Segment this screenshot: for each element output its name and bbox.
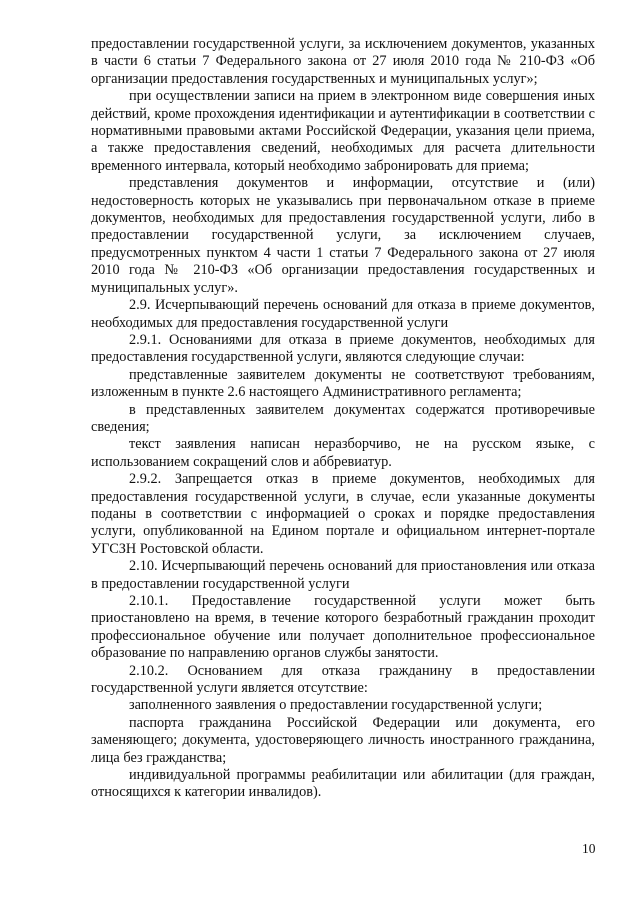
paragraph: заполненного заявления о предоставлении государственной услуги;	[129, 697, 543, 714]
paragraph: текст заявления написан неразборчиво, не на русском языке, с использованием сокращений слов и аббревиатур.	[91, 436, 595, 470]
paragraph: представленные заявителем документы не соответствуют требованиям, изложенным в пункте 2.6 настоящего Административного регламента;	[91, 366, 595, 401]
section-heading: 2.9. Исчерпывающий перечень оснований для отказа в приеме документов, необходимых для предоставления государственной услуги	[91, 297, 595, 331]
paragraph: паспорта гражданина Российской Федерации или документа, его заменяющего; документа, удостоверяющего личность иностранного гражданина, лица без гражданства;	[91, 714, 595, 766]
paragraph: в представленных заявителем документах содержатся противоречивые сведения;	[91, 401, 595, 435]
section-heading: 2.10. Исчерпывающий перечень оснований для приостановления или отказа в предоставлении государственной услуги	[91, 558, 595, 592]
paragraph: представления документов и информации, отсутствие и (или) недостоверность которых не указывались при первоначальном отказе в приеме документов, необходимых для предоставления государственной услуги, либо в предоставлении государственной услуги, за исключением случаев, предусмотренных пунктом 4 части 1 статьи 7 Федерального закона от 27 июля 2010 года № 210-ФЗ «Об организации предоставления государственных и муниципальных услуг».	[91, 175, 595, 296]
paragraph: 2.9.2. Запрещается отказ в приеме документов, необходимых для предоставления государственной услуги, в случае, если указанные документы поданы в соответствии с информацией о сроках и порядке предоставления услуги, опубликованной на Едином портале и официальном интернет-портале УГСЗН Ростовской области.	[91, 471, 595, 557]
document-body	[91, 36, 595, 802]
paragraph: при осуществлении записи на прием в электронном виде совершения иных действий, кроме прохождения идентификации и аутентификации в соответствии с нормативными правовыми актами Российской Федерации, указания цели приема, а также предоставления сведений, необходимых для расчета длительности временного интервала, который необходимо забронировать для приема;	[91, 88, 595, 174]
paragraph: предоставлении государственной услуги, за исключением документов, указанных в части 6 статьи 7 Федерального закона от 27 июля 2010 года № 210-ФЗ «Об организации предоставления государственных и муниципальных услуг»;	[91, 36, 595, 87]
paragraph: 2.10.1. Предоставление государственной услуги может быть приостановлено на время, в течение которого безработный гражданин проходит профессиональное обучение или получает дополнительное профессиональное образование по направлению органов службы занятости.	[91, 593, 595, 662]
paragraph: индивидуальной программы реабилитации или абилитации (для граждан, относящихся к категории инвалидов).	[91, 767, 595, 801]
paragraph: 2.10.2. Основанием для отказа гражданину в предоставлении государственной услуги является отсутствие:	[91, 662, 595, 697]
paragraph: 2.9.1. Основаниями для отказа в приеме документов, необходимых для предоставления государственной услуги, являются следующие случаи:	[91, 331, 595, 366]
page-number: 10	[582, 841, 596, 856]
